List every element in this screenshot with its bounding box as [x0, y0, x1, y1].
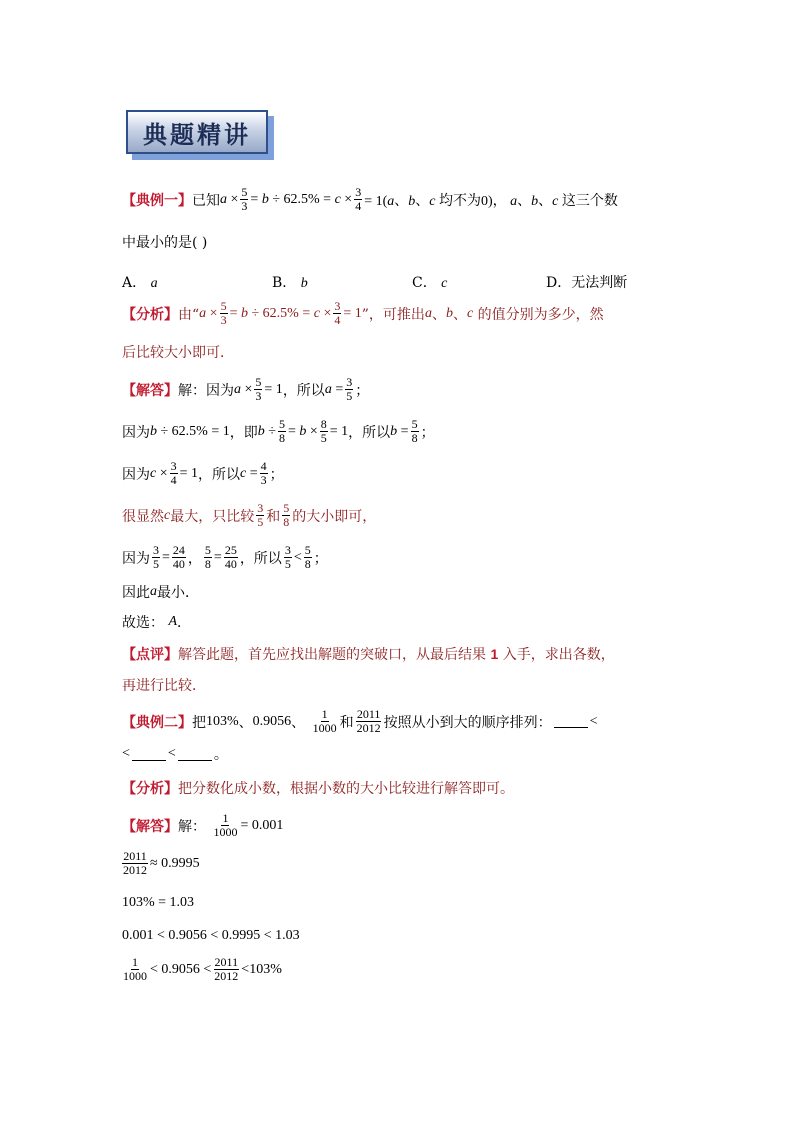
ex2-line1: 【典例二】 把 103% 、 0.9056 、 $\frac{1}{1000}$ 和 $\frac{2011}{2012}$ 按照从小到大的顺序排列： <	[122, 707, 598, 735]
answer-blank-3[interactable]	[178, 748, 212, 761]
answer-blank-2[interactable]	[132, 748, 166, 761]
solution1-line1: 【解答】 解：因为 a × $\frac{5}{3}$ = 1 ，所以 a = $\frac{3}{5}$ ；	[122, 375, 370, 403]
solution1-line3: 因为 c × $\frac{3}{4}$ = 1 ，所以 c = $\frac{4}{3}$ ；	[122, 459, 284, 487]
banner-title: 典题精讲	[126, 110, 268, 154]
solution1-line6: 因此 a 最小．	[122, 584, 199, 601]
ex1-line2: 中最小的是( )	[122, 235, 208, 251]
option-a: A． a	[122, 275, 158, 291]
analysis1-line2: 后比较大小即可．	[122, 345, 234, 361]
solution2-line4: 0.001 < 0.9056 < 0.9995 < 1.03	[122, 928, 300, 943]
comment1-line2: 再进行比较．	[122, 678, 206, 694]
solution2-line1: 【解答】 解： $\frac{1}{1000}$ = 0.001	[122, 811, 284, 839]
option-c: C． c	[412, 275, 448, 291]
answer-blank-1[interactable]	[554, 715, 588, 728]
option-d: D．无法判断	[546, 275, 628, 291]
solution1-line5: 因为 $\frac{3}{5}$ = $\frac{24}{40}$ ， $\frac{5}{8}$ = $\frac{25}{40}$ ，所以 $\frac{3}{5}$ < $\frac{5}{8}$ ；	[122, 543, 328, 571]
analysis1-line1: 【分析】 由“ a × $\frac{5}{3}$ = b ÷ 62.5% = c × $\frac{3}{4}$ = 1 ”，可推出 a 、 b 、 c 的值分别为多少，然	[122, 299, 604, 327]
solution1-line2: 因为 b ÷ 62.5% = 1 ，即 b ÷ $\frac{5}{8}$ = b × $\frac{8}{5}$ = 1 ，所以 b = $\frac{5}{8}$ ；	[122, 417, 435, 445]
solution2-line5: $\frac{1}{1000}$ < 0.9056 < $\frac{2011}{2012}$ <103%	[123, 955, 282, 983]
option-b: B． b	[272, 275, 308, 291]
ex1-line1: 【典例一】 已知 a × $\frac{5}{3}$ = b ÷ 62.5% = c × $\frac{3}{4}$ = 1(a、b、c 均不为 0)， a、b、c 这三个数	[122, 185, 618, 213]
solution2-line3: 103% = 1.03	[122, 895, 195, 910]
solution2-line2: $\frac{2011}{2012}$ ≈ 0.9995	[123, 849, 200, 877]
analysis2-line: 【分析】 把分数化成小数，根据小数的大小比较进行解答即可。	[122, 781, 514, 797]
ex2-line2: < < 。	[122, 746, 228, 763]
ex1-label: 【典例一】	[122, 192, 192, 209]
solution1-line4: 很显然 c 最大，只比较 $\frac{3}{5}$ 和 $\frac{5}{8}$ 的大小即可，	[122, 501, 377, 529]
section-banner	[126, 110, 276, 162]
comment1-line1: 【点评】 解答此题，首先应找出解题的突破口，从最后结果 1 入手，求出各数，	[122, 646, 615, 663]
solution1-line7: 故选： A ．	[122, 614, 192, 631]
